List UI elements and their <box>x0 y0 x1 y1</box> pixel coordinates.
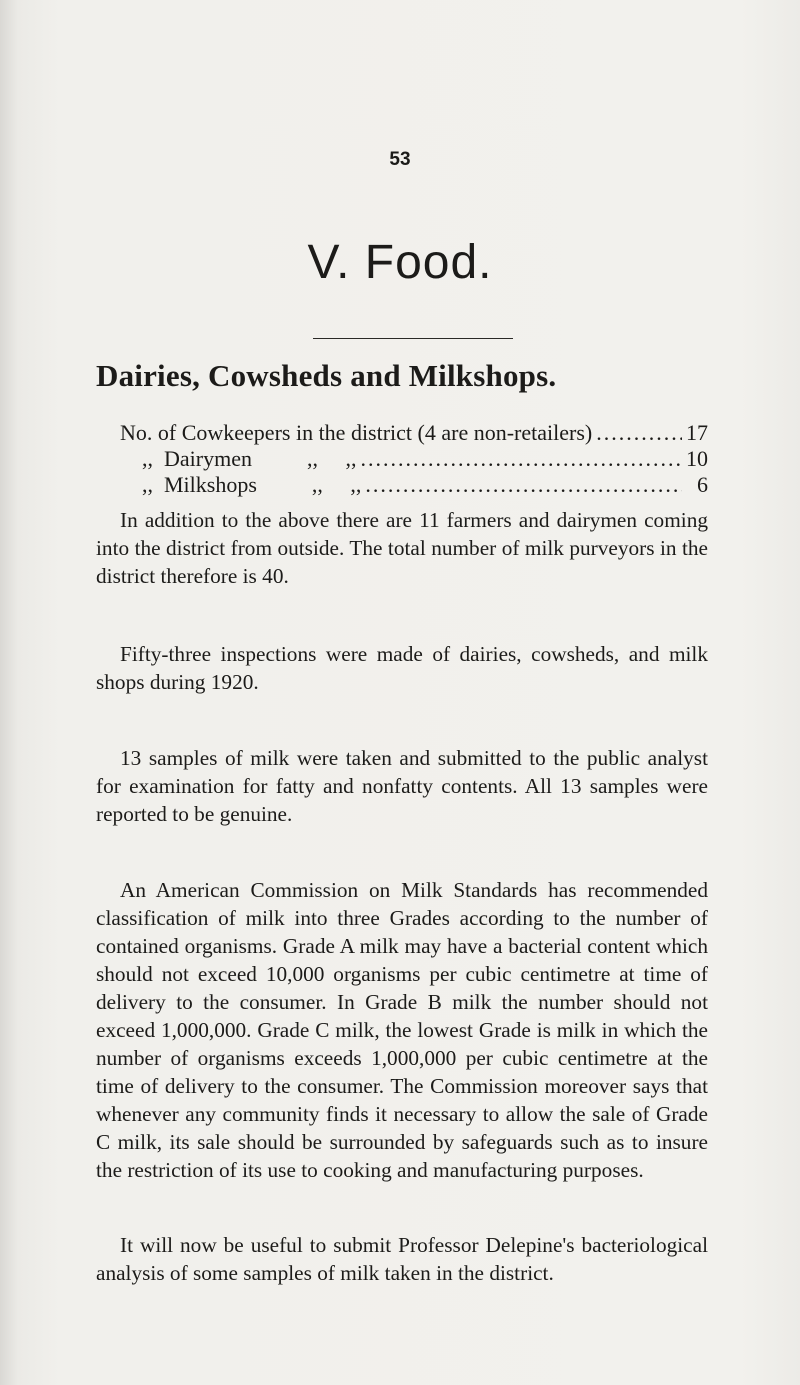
tally-list <box>120 420 708 498</box>
tally-row-dairymen <box>120 446 708 472</box>
tally-value: 6 <box>697 472 708 497</box>
leader-dots <box>360 446 682 472</box>
subheading: Dairies, Cowsheds and Milkshops. <box>96 358 557 393</box>
section-title: V. Food. <box>307 236 493 289</box>
paragraph-purveyors: In addition to the above there are 11 farmers and dairymen coming into the district from outside. The total number of milk purveyors in the district therefore is 40. <box>96 508 708 588</box>
paragraph-commission: An American Commission on Milk Standards has recommended classification of milk into three Grades according to the number of contained organisms. Grade A milk may have a bacterial content which should not exceed 10,000 organisms per cubic centimetre at time of delivery to the consumer. In Grade B milk the number should not exceed 1,000,000. Grade C milk, the lowest Grade is milk in which the number of organisms exceeds 1,000,000 per cubic centimetre at the time of delivery to the consumer. The Commission moreover says that whenever any community finds it necessary to allow the sale of Grade C milk, its sale should be surrounded by safeguards such as to insure the restriction of its use to cooking and manufacturing purposes. <box>96 878 708 1182</box>
paragraph-inspections: Fifty-three inspections were made of dairies, cowsheds, and milk shops during 1920. <box>96 642 708 694</box>
tally-label: ,, Dairymen ,, ,, <box>142 446 357 471</box>
tally-value: 10 <box>686 446 708 471</box>
tally-row-milkshops <box>120 472 708 498</box>
leader-dots <box>365 472 682 498</box>
page-number: 53 <box>389 149 411 170</box>
title-divider <box>313 338 513 339</box>
tally-label: No. of Cowkeepers in the district (4 are non-retailers) <box>120 420 593 445</box>
tally-value: 17 <box>686 420 708 445</box>
leader-dots <box>596 420 682 446</box>
paragraph-samples: 13 samples of milk were taken and submitted to the public analyst for examination for fatty and nonfatty contents. All 13 samples were reported to be genuine. <box>96 746 708 826</box>
tally-label: ,, Milkshops ,, ,, <box>142 472 362 497</box>
paragraph-analysis: It will now be useful to submit Professor Delepine's bacteriological analysis of some samples of milk taken in the district. <box>96 1233 708 1285</box>
tally-row-cowkeepers <box>120 420 708 446</box>
